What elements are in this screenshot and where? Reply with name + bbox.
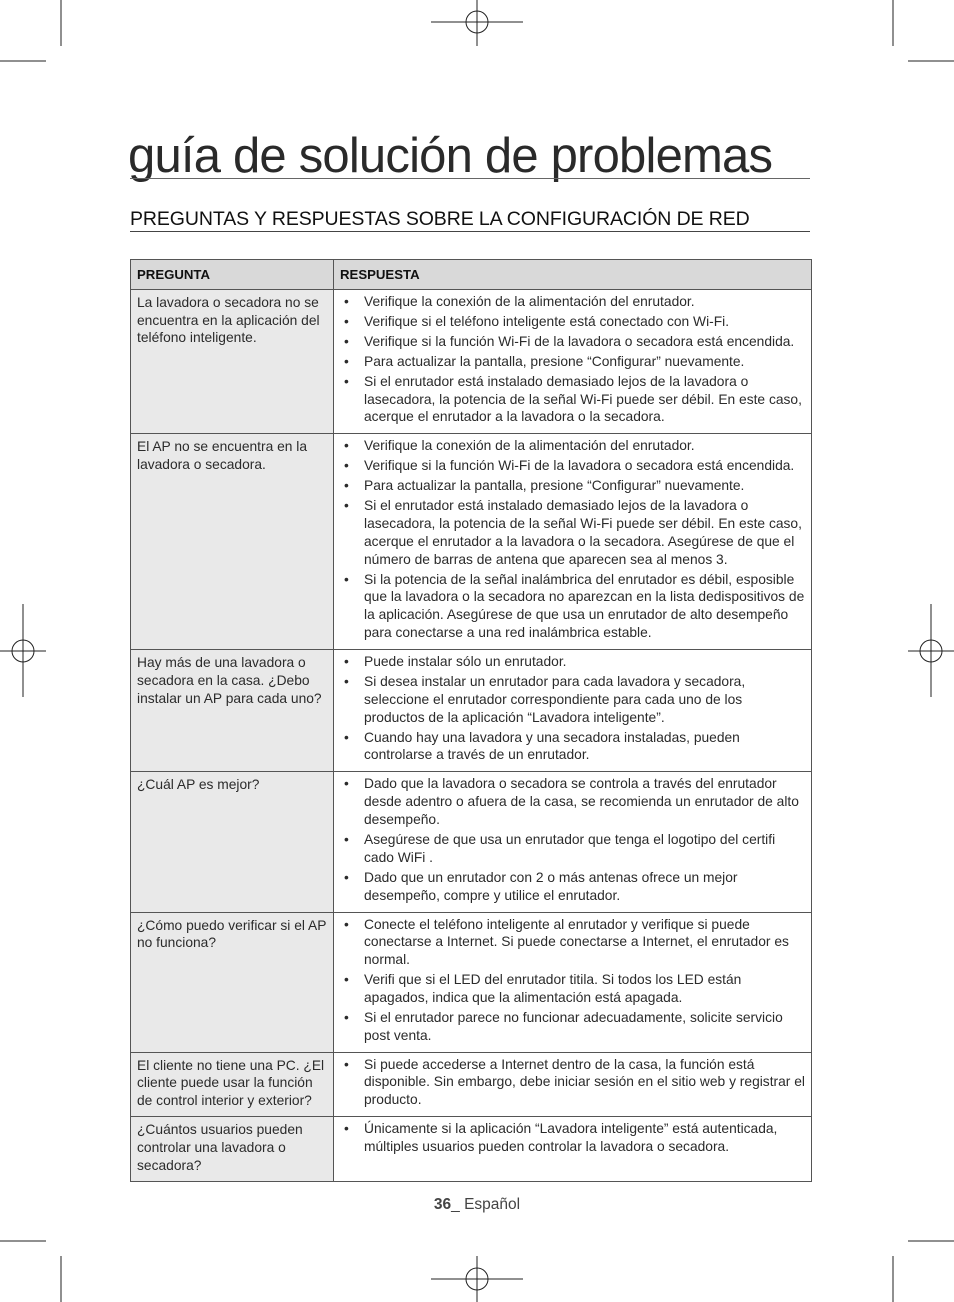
- answer-cell: [334, 289, 812, 434]
- answer-text: Verifique la conexión de la alimentación del enrutador.: [364, 438, 695, 454]
- bullet-icon: •: [344, 869, 349, 885]
- question-cell: El cliente no tiene una PC. ¿El cliente puede usar la función de control interior y exterior?: [131, 1052, 334, 1117]
- answer-list: [342, 775, 805, 904]
- answer-text: Verifi que si el LED del enrutador titila. Si todos los LED están apagados, indica que la alimentación está apagada.: [364, 972, 742, 1005]
- faq-table: [130, 259, 812, 1182]
- answer-text: Si la potencia de la señal inalámbrica del enrutador es débil, esposible que la lavadora o la secadora no aparezcan en la lista dedispositivos de la aplicación. Asegúrese de que usa un enrutador de alto desempeño para conectarse a una red inalámbrica estable.: [364, 571, 805, 641]
- table-row: [131, 434, 812, 650]
- table-row: [131, 772, 812, 912]
- list-item: [342, 437, 805, 455]
- answer-cell: [334, 1117, 812, 1181]
- answer-list: [342, 293, 805, 426]
- bullet-icon: •: [344, 654, 349, 670]
- list-item: [342, 673, 805, 726]
- question-cell: El AP no se encuentra en la lavadora o secadora.: [131, 434, 334, 650]
- bullet-icon: •: [344, 571, 349, 587]
- answer-text: Únicamente si la aplicación “Lavadora inteligente” está autenticada, múltiples usuarios pueden controlar la lavadora o secadora.: [364, 1121, 778, 1155]
- table-row: [131, 289, 812, 434]
- answer-text: Conecte el teléfono inteligente al enrutador y verifique si puede conectarse a Internet. Si puede conectarse a Internet, el enrutador es normal.: [364, 916, 789, 968]
- bullet-icon: •: [344, 1009, 349, 1025]
- answer-text: Verifique si el teléfono inteligente está conectado con Wi-Fi.: [364, 313, 730, 329]
- answer-text: Si desea instalar un enrutador para cada lavadora y secadora, seleccione el enrutador correspondiente para cada uno de los productos de la aplicación “Lavadora inteligente”.: [364, 674, 746, 725]
- bullet-icon: •: [344, 373, 349, 389]
- answer-text: Puede instalar sólo un enrutador.: [364, 654, 567, 670]
- answer-text: Si el enrutador está instalado demasiado lejos de la lavadora o lasecadora, la potencia de la señal Wi-Fi puede ser débil. En este caso, acerque el enrutador a la lavadora o la secadora.: [364, 373, 802, 425]
- list-item: [342, 1009, 805, 1045]
- bullet-icon: •: [344, 293, 349, 309]
- answer-text: Si el enrutador parece no funcionar adecuadamente, solicite servicio post venta.: [364, 1009, 783, 1043]
- answer-cell: [334, 912, 812, 1052]
- bullet-icon: •: [344, 972, 349, 988]
- answer-text: Verifique la conexión de la alimentación del enrutador.: [364, 293, 695, 309]
- bullet-icon: •: [344, 478, 349, 494]
- list-item: [342, 775, 805, 828]
- footer-language: _ Español: [451, 1196, 521, 1213]
- table-row: [131, 1052, 812, 1117]
- answer-cell: [334, 434, 812, 650]
- list-item: [342, 293, 805, 311]
- table-row: [131, 650, 812, 772]
- list-item: [342, 831, 805, 867]
- answer-text: Dado que la lavadora o secadora se controla a través del enrutador desde adentro o afuera de la casa, se recomienda un enrutador de alto desempeño.: [364, 776, 799, 827]
- answer-text: Cuando hay una lavadora y una secadora instaladas, pueden controlarse a través de un enrutador.: [364, 729, 740, 763]
- answer-text: Para actualizar la pantalla, presione “Configurar” nuevamente.: [364, 478, 745, 494]
- bullet-icon: •: [344, 776, 349, 792]
- answer-cell: [334, 772, 812, 912]
- answer-list: [342, 653, 805, 764]
- list-item: [342, 1056, 805, 1109]
- list-item: [342, 457, 805, 475]
- bullet-icon: •: [344, 498, 349, 514]
- question-cell: La lavadora o secadora no se encuentra en la aplicación del teléfono inteligente.: [131, 289, 334, 434]
- column-header-answer: RESPUESTA: [334, 260, 812, 290]
- list-item: [342, 497, 805, 568]
- title-divider: [130, 178, 810, 179]
- answer-cell: [334, 650, 812, 772]
- answer-text: Asegúrese de que usa un enrutador que tenga el logotipo del certifi cado WiFi .: [364, 831, 776, 865]
- question-cell: ¿Cuántos usuarios pueden controlar una lavadora o secadora?: [131, 1117, 334, 1181]
- list-item: [342, 373, 805, 426]
- list-item: [342, 353, 805, 371]
- list-item: [342, 333, 805, 351]
- question-cell: Hay más de una lavadora o secadora en la casa. ¿Debo instalar un AP para cada uno?: [131, 650, 334, 772]
- faq-table-body: [131, 289, 812, 1181]
- bullet-icon: •: [344, 729, 349, 745]
- bullet-icon: •: [344, 353, 349, 369]
- answer-text: Si el enrutador está instalado demasiado lejos de la lavadora o lasecadora, la potencia de la señal Wi-Fi puede ser débil. En este caso, acerque el enrutador a la lavadora o la secadora. Asegúrese de que el número de barras de antena que aparecen sea al menos 3.: [364, 498, 802, 567]
- table-row: [131, 912, 812, 1052]
- list-item: [342, 1120, 805, 1156]
- bullet-icon: •: [344, 438, 349, 454]
- answer-text: Verifique si la función Wi-Fi de la lavadora o secadora está encendida.: [364, 458, 795, 474]
- table-header-row: [131, 260, 812, 290]
- question-cell: ¿Cómo puedo verificar si el AP no funciona?: [131, 912, 334, 1052]
- answer-list: [342, 437, 805, 642]
- bullet-icon: •: [344, 313, 349, 329]
- section-divider: [130, 231, 810, 232]
- table-row: [131, 1117, 812, 1181]
- column-header-question: PREGUNTA: [131, 260, 334, 290]
- list-item: [342, 971, 805, 1007]
- answer-cell: [334, 1052, 812, 1117]
- page-title: guía de solución de problemas: [128, 129, 773, 183]
- answer-list: [342, 1056, 805, 1109]
- list-item: [342, 571, 805, 642]
- answer-text: Verifique si la función Wi-Fi de la lavadora o secadora está encendida.: [364, 333, 795, 349]
- answer-list: [342, 916, 805, 1045]
- list-item: [342, 313, 805, 331]
- bullet-icon: •: [344, 333, 349, 349]
- list-item: [342, 653, 805, 671]
- list-item: [342, 477, 805, 495]
- section-title: PREGUNTAS Y RESPUESTAS SOBRE LA CONFIGURACIÓN DE RED: [130, 208, 750, 230]
- bullet-icon: •: [344, 831, 349, 847]
- question-cell: ¿Cuál AP es mejor?: [131, 772, 334, 912]
- bullet-icon: •: [344, 916, 349, 932]
- answer-list: [342, 1120, 805, 1156]
- list-item: [342, 916, 805, 969]
- answer-text: Dado que un enrutador con 2 o más antenas ofrece un mejor desempeño, compre y utilice el enrutador.: [364, 869, 738, 903]
- bullet-icon: •: [344, 1056, 349, 1072]
- page-number: 36: [433, 1196, 452, 1213]
- list-item: [342, 729, 805, 765]
- bullet-icon: •: [344, 674, 349, 689]
- answer-text: Si puede accederse a Internet dentro de la casa, la función está disponible. Sin embargo, debe iniciar sesión en el sitio web y registrar el producto.: [364, 1056, 805, 1108]
- bullet-icon: •: [344, 458, 349, 474]
- list-item: [342, 869, 805, 905]
- page-footer: [0, 1196, 954, 1214]
- answer-text: Para actualizar la pantalla, presione “Configurar” nuevamente.: [364, 353, 745, 369]
- bullet-icon: •: [344, 1121, 349, 1137]
